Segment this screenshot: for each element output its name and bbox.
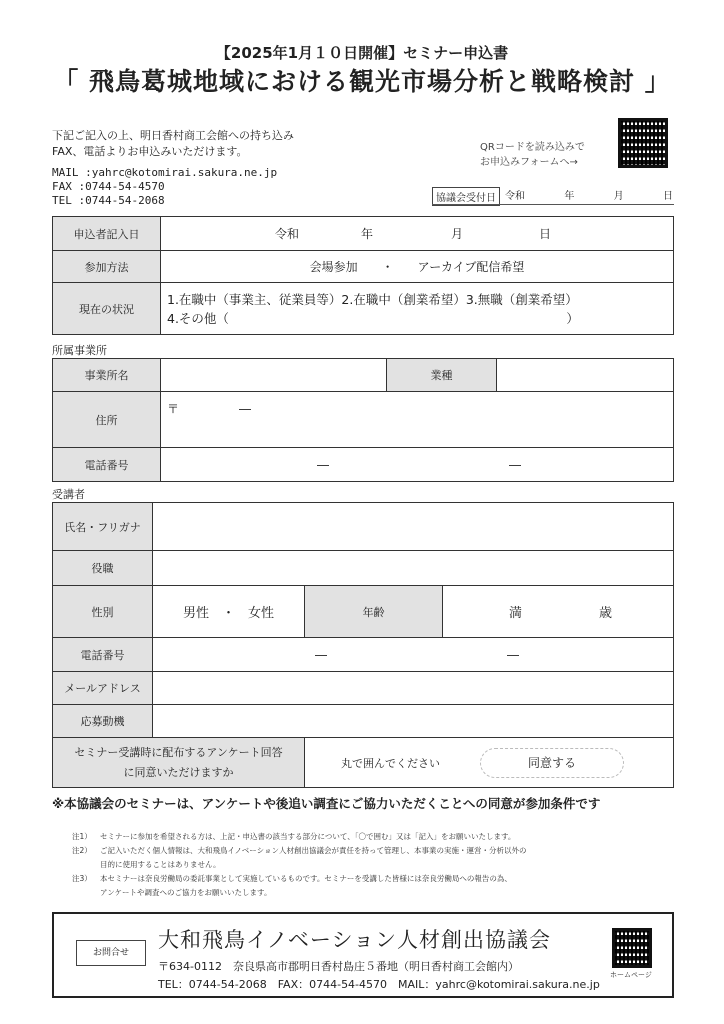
reception-era: 令和 — [505, 191, 525, 202]
date-day: 日 — [539, 227, 552, 241]
gender-options[interactable]: 男性 ・ 女性 — [153, 586, 305, 638]
attendee-name-label: 氏名・フリガナ — [53, 503, 153, 551]
application-qr-code-icon[interactable] — [618, 118, 668, 168]
industry-label: 業種 — [387, 359, 497, 392]
survey-label-line-1: セミナー受講時に配布するアンケート回答 — [74, 745, 283, 759]
attendee-table — [52, 502, 674, 788]
contact-mail: MAIL :yahrc@kotomirai.sakura.ne.jp — [52, 166, 278, 179]
homepage-qr-code-icon[interactable] — [612, 928, 652, 968]
business-phone-dash-2: ― — [509, 457, 521, 472]
status-options[interactable] — [161, 283, 674, 335]
industry-field[interactable] — [497, 359, 674, 392]
status-line-1: 1.在職中（事業主、従業員等）2.在職中（創業希望）3.無職（創業希望） — [167, 291, 578, 307]
qr-caption — [480, 140, 585, 170]
homepage-label: ホームページ — [610, 971, 652, 979]
business-name-label: 事業所名 — [53, 359, 161, 392]
note-item — [72, 872, 526, 886]
address-postal-prefix: 〒 ― — [167, 402, 252, 416]
footer-box — [52, 912, 674, 998]
participation-notice: ※本協議会のセミナーは、アンケートや後追い調査にご協力いただくことへの同意が参加条件です — [52, 796, 601, 811]
intro-line-1: 下記ご記入の上、明日香村商工会館への持ち込み — [52, 129, 294, 142]
attendee-name-field[interactable] — [153, 503, 674, 551]
note-text: セミナーに参加を希望される方は、上記・申込書の該当する部分について、「〇で囲む」又は「記入」をお願いいたします。 — [100, 832, 516, 841]
age-unit: 歳 — [599, 606, 613, 621]
contact-tel: TEL :0744-54-2068 — [52, 194, 165, 207]
age-field[interactable] — [443, 586, 674, 638]
intro-line-2: FAX、電話よりお申込みいただけます。 — [52, 145, 248, 158]
note-number: 注3） — [72, 874, 92, 883]
reception-day: 日 — [662, 191, 673, 202]
role-field[interactable] — [153, 551, 674, 586]
survey-label-line-2: に同意いただけますか — [123, 765, 234, 779]
form-subtitle: 【2025年1月１０日開催】セミナー申込書 — [215, 44, 509, 62]
business-section-label: 所属事業所 — [52, 344, 107, 357]
date-era: 令和 — [275, 227, 300, 241]
note-text: 本セミナーは奈良労働局の委託事業として実施しているものです。セミナーを受講した皆様には奈良労働局への報告の為、 — [100, 874, 512, 883]
form-title: 「 飛鳥葛城地域における観光市場分析と戦略検討 」 — [53, 67, 671, 96]
method-options[interactable]: 会場参加 ・ アーカイブ配信希望 — [161, 251, 674, 283]
organization-contact: TEL：0744-54-2068 FAX：0744-54-4570 MAIL：yahrc@kotomirai.sakura.ne.jp — [158, 978, 600, 991]
qr-caption-line-1: QRコードを読み込みで — [480, 142, 585, 153]
motive-field[interactable] — [153, 705, 674, 738]
gender-label: 性別 — [53, 586, 153, 638]
agree-button[interactable]: 同意する — [480, 748, 624, 778]
note-number — [72, 858, 100, 872]
motive-label: 応募動機 — [53, 705, 153, 738]
status-line-2: 4.その他（ ） — [167, 310, 579, 326]
contact-info — [52, 166, 277, 208]
date-field[interactable] — [161, 217, 674, 251]
email-label: メールアドレス — [53, 672, 153, 705]
attendee-phone-dash-2: ― — [507, 647, 519, 662]
reception-year: 年 — [564, 191, 575, 202]
note-number — [72, 886, 100, 900]
attendee-phone-dash-1: ― — [315, 647, 327, 662]
reception-month: 月 — [613, 191, 624, 202]
address-field[interactable] — [161, 392, 674, 448]
organization-name: 大和飛鳥イノベーション人材創出協議会 — [158, 928, 552, 952]
survey-consent-field — [305, 738, 674, 788]
inquiry-label: お問合せ — [76, 940, 146, 966]
organization-address: 〒634-0112 奈良県高市郡明日香村島庄５番地（明日香村商工会館内） — [158, 960, 519, 973]
address-label: 住所 — [53, 392, 161, 448]
reception-date — [505, 187, 673, 202]
note-item — [100, 858, 526, 872]
contact-fax: FAX :0744-54-4570 — [52, 180, 165, 193]
survey-consent-label — [53, 738, 305, 788]
attendee-phone-label: 電話番号 — [53, 638, 153, 672]
status-label: 現在の状況 — [53, 283, 161, 335]
note-text: アンケートや調査へのご協力をお願いいたします。 — [100, 888, 272, 897]
method-label: 参加方法 — [53, 251, 161, 283]
business-phone-field[interactable] — [161, 448, 674, 482]
note-item — [100, 886, 526, 900]
email-field[interactable] — [153, 672, 674, 705]
business-name-field[interactable] — [161, 359, 387, 392]
note-number: 注1） — [72, 832, 92, 841]
reception-label: 協議会受付日 — [432, 187, 500, 206]
date-label: 申込者記入日 — [53, 217, 161, 251]
note-number: 注2） — [72, 846, 92, 855]
attendee-phone-field[interactable] — [153, 638, 674, 672]
notes-list — [72, 830, 527, 900]
note-item — [72, 844, 527, 858]
intro-text — [52, 128, 294, 160]
role-label: 役職 — [53, 551, 153, 586]
age-label: 年齢 — [305, 586, 443, 638]
business-table — [52, 358, 674, 482]
business-phone-label: 電話番号 — [53, 448, 161, 482]
date-year: 年 — [361, 227, 374, 241]
date-month: 月 — [451, 227, 464, 241]
survey-hint: 丸で囲んでください — [341, 756, 440, 770]
note-text: 目的に使用することはありません。 — [100, 860, 221, 869]
note-text: ご記入いただく個人情報は、大和飛鳥イノベーション人材創出協議会が責任を持って管理し、本事業の実施・運営・分析以外の — [100, 846, 527, 855]
business-phone-dash-1: ― — [317, 457, 329, 472]
age-full: 満 — [509, 606, 523, 621]
attendee-section-label: 受講者 — [52, 488, 85, 501]
qr-caption-line-2: お申込みフォームへ→ — [480, 157, 578, 168]
note-item — [72, 830, 526, 844]
applicant-table — [52, 216, 674, 335]
reception-underline — [432, 204, 674, 205]
